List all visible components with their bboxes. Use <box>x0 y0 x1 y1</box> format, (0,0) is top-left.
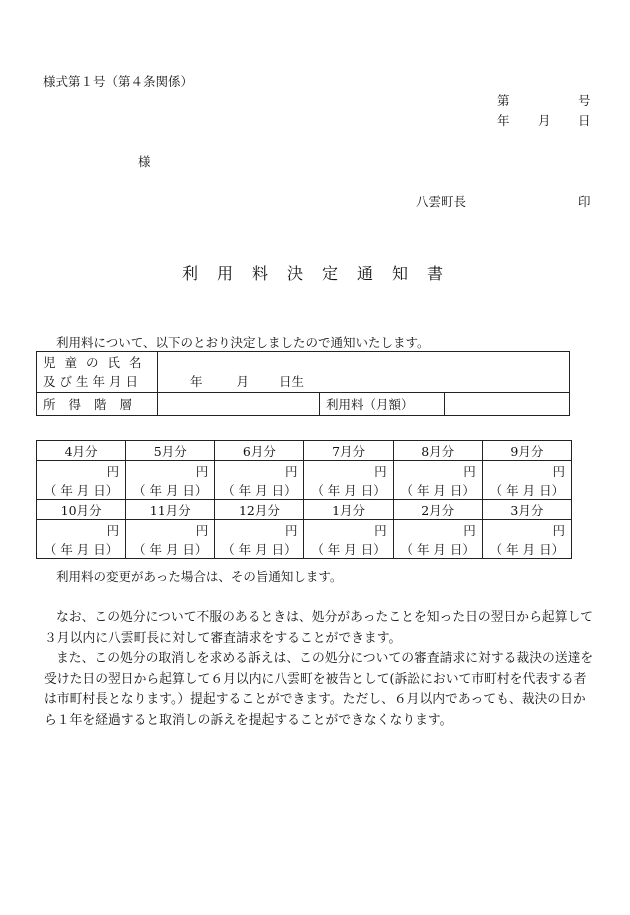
month-header: 6月分 <box>215 441 304 461</box>
child-name-label: 児童の氏名 及び生年月日 <box>37 352 158 393</box>
issuer-title: 八雲町長 <box>416 194 467 209</box>
change-notice: 利用料の変更があった場合は、その旨通知します。 <box>56 569 343 584</box>
month-header: 9月分 <box>482 441 571 461</box>
lawsuit-paragraph: また、この処分の取消しを求める訴えは、この処分についての審査請求に対する裁決の送達を受けた日の翌日から起算して６月以内に八雲町を被告として(訴訟において市町村を代表する者は市町村長となります。）提起することができます。ただし、６月以内であっても、裁決の日から１年を経過すると取消しの訴えを提起することができなくなります。 <box>44 651 594 728</box>
intro-text: 利用料について、以下のとおり決定しましたので通知いたします。 <box>56 335 430 350</box>
date-cell: （ 年 月 日） <box>393 480 482 500</box>
month-header-row-1 <box>37 441 572 461</box>
date-cell: （ 年 月 日） <box>37 539 126 559</box>
monthly-fee-label: 利用料（月額） <box>320 393 445 415</box>
date-cell: （ 年 月 日） <box>215 539 304 559</box>
fee-cell <box>320 393 570 416</box>
yen-row-2 <box>37 520 572 540</box>
issuer-seal: 印 <box>578 194 591 209</box>
doc-number-suffix: 号 <box>578 93 591 108</box>
month-header: 11月分 <box>126 500 215 520</box>
date-cell: （ 年 月 日） <box>37 480 126 500</box>
yen-cell: 円 <box>304 461 393 481</box>
child-name-value: 年 月 日生 <box>158 352 570 393</box>
yen-cell: 円 <box>393 520 482 540</box>
date-cell: （ 年 月 日） <box>304 480 393 500</box>
yen-cell: 円 <box>304 520 393 540</box>
month-header: 5月分 <box>126 441 215 461</box>
monthly-fee-table <box>36 440 572 559</box>
date-cell: （ 年 月 日） <box>482 480 571 500</box>
date-row-2 <box>37 539 572 559</box>
yen-cell: 円 <box>482 461 571 481</box>
yen-cell: 円 <box>37 461 126 481</box>
doc-date-month: 月 <box>538 113 551 128</box>
appeal-paragraph: なお、この処分について不服のあるときは、処分があったことを知った日の翌日から起算して３月以内に八雲町長に対して審査請求をすることができます。 <box>44 610 594 646</box>
yen-row-1 <box>37 461 572 481</box>
month-header: 12月分 <box>215 500 304 520</box>
yen-cell: 円 <box>215 520 304 540</box>
info-table <box>36 351 570 416</box>
income-bracket-value <box>158 393 320 416</box>
monthly-fee-value <box>445 393 570 415</box>
month-header: 1月分 <box>304 500 393 520</box>
income-bracket-label: 所得階層 <box>37 393 158 416</box>
addressee-suffix: 様 <box>138 154 151 169</box>
form-number: 様式第１号（第４条関係） <box>43 74 194 89</box>
doc-date-day: 日 <box>578 113 591 128</box>
date-cell: （ 年 月 日） <box>393 539 482 559</box>
doc-number-prefix: 第 <box>497 93 510 108</box>
month-header: 8月分 <box>393 441 482 461</box>
month-header: 4月分 <box>37 441 126 461</box>
month-header: 10月分 <box>37 500 126 520</box>
yen-cell: 円 <box>393 461 482 481</box>
date-cell: （ 年 月 日） <box>126 480 215 500</box>
doc-date-year: 年 <box>497 113 510 128</box>
date-cell: （ 年 月 日） <box>126 539 215 559</box>
date-row-1 <box>37 480 572 500</box>
yen-cell: 円 <box>126 520 215 540</box>
yen-cell: 円 <box>126 461 215 481</box>
yen-cell: 円 <box>37 520 126 540</box>
yen-cell: 円 <box>215 461 304 481</box>
date-cell: （ 年 月 日） <box>304 539 393 559</box>
month-header: 7月分 <box>304 441 393 461</box>
date-cell: （ 年 月 日） <box>215 480 304 500</box>
month-header: 3月分 <box>482 500 571 520</box>
document-title: 利用料決定通知書 <box>182 264 463 283</box>
month-header-row-2 <box>37 500 572 520</box>
month-header: 2月分 <box>393 500 482 520</box>
date-cell: （ 年 月 日） <box>482 539 571 559</box>
yen-cell: 円 <box>482 520 571 540</box>
